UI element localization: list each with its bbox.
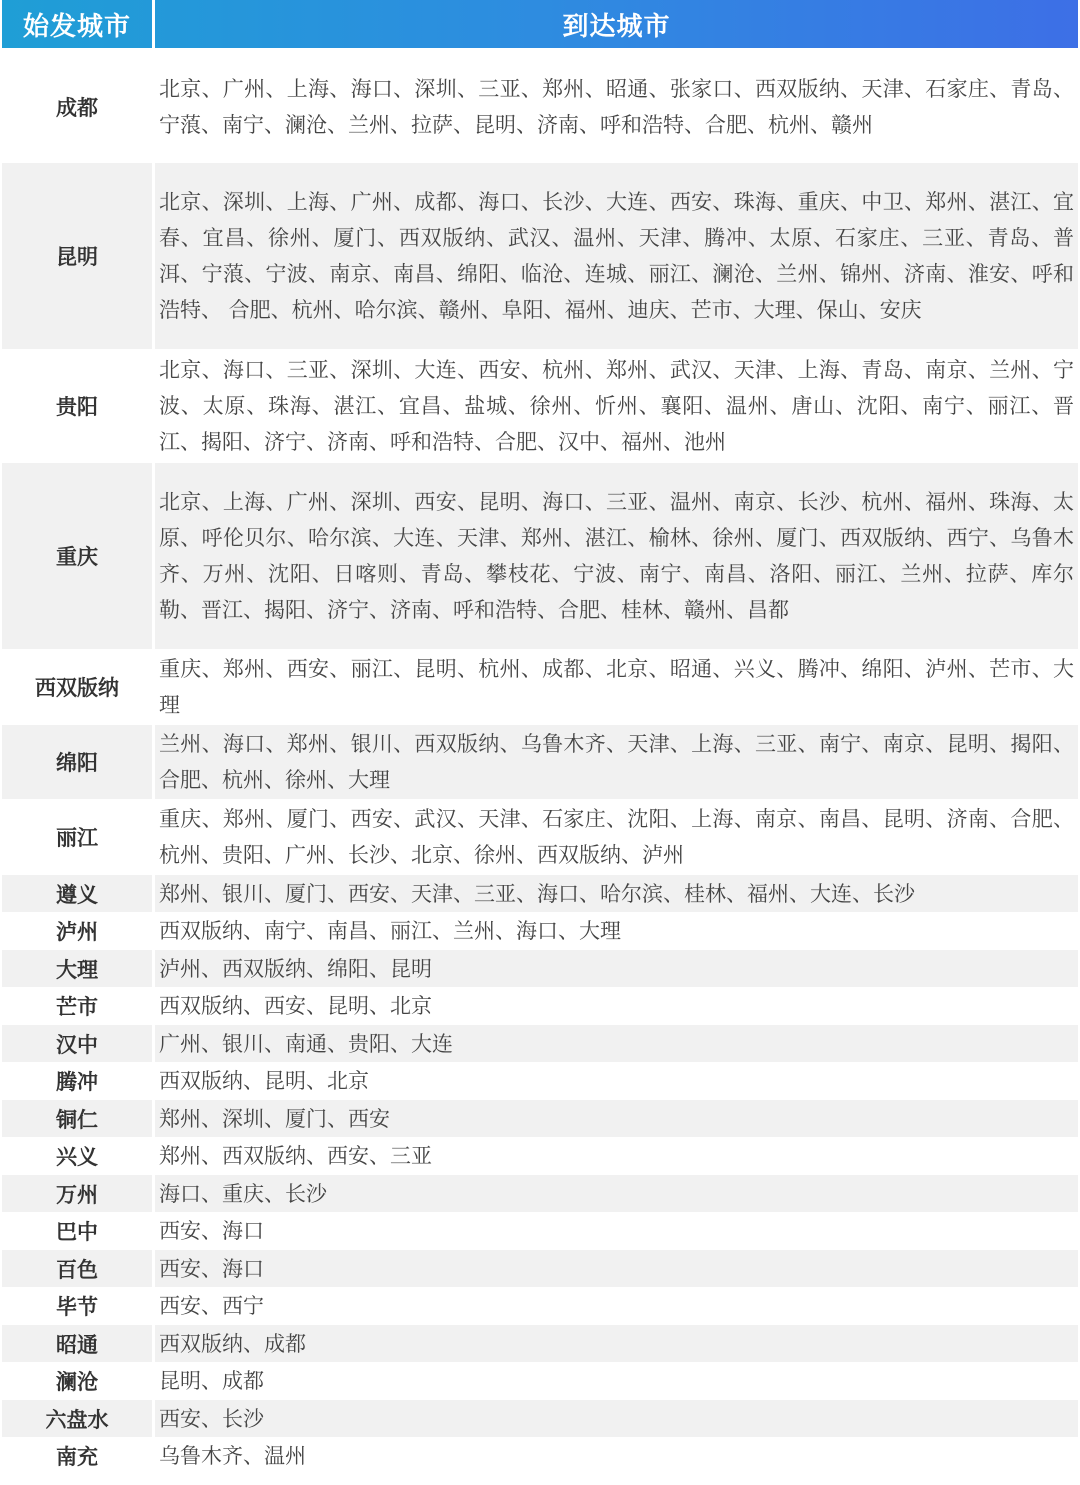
table-header <box>2 0 1078 51</box>
table-row <box>2 51 1078 163</box>
table-row <box>2 1362 1078 1400</box>
origin-city: 腾冲 <box>2 1062 155 1100</box>
table-row <box>2 950 1078 987</box>
destination-cities: 北京、上海、广州、深圳、西安、昆明、海口、三亚、温州、南京、长沙、杭州、福州、珠海、太原、呼伦贝尔、哈尔滨、大连、天津、郑州、湛江、榆林、徐州、厦门、西双版纳、西宁、乌鲁木齐、万州、沈阳、日喀则、青岛、攀枝花、宁波、南宁、南昌、洛阳、丽江、兰州、拉萨、库尔勒、晋江、揭阳、济宁、济南、呼和浩特、合肥、桂林、赣州、昌都 <box>159 490 1074 622</box>
table-row <box>2 1212 1078 1250</box>
origin-city: 百色 <box>2 1250 155 1287</box>
table-row <box>2 1100 1078 1137</box>
table-row <box>2 1437 1078 1475</box>
origin-city: 丽江 <box>2 799 155 875</box>
destination-cities: 重庆、郑州、西安、丽江、昆明、杭州、成都、北京、昭通、兴义、腾冲、绵阳、泸州、芒市、大理 <box>159 657 1074 717</box>
destination-cities: 北京、深圳、上海、广州、成都、海口、长沙、大连、西安、珠海、重庆、中卫、郑州、湛江、宜春、宜昌、徐州、厦门、西双版纳、武汉、温州、天津、腾冲、太原、石家庄、三亚、青岛、普洱、宁蒗、宁波、南京、南昌、绵阳、临沧、连城、丽江、澜沧、兰州、锦州、济南、淮安、呼和浩特、 合肥、杭州、哈尔滨、赣州、阜阳、福州、迪庆、芒市、大理、保山、安庆 <box>159 190 1074 322</box>
origin-column-header: 始发城市 <box>2 0 155 48</box>
origin-city: 巴中 <box>2 1212 155 1250</box>
table-row <box>2 987 1078 1025</box>
table-row <box>2 875 1078 912</box>
origin-city: 西双版纳 <box>2 649 155 725</box>
table-row <box>2 163 1078 349</box>
table-row <box>2 1400 1078 1437</box>
origin-city: 遵义 <box>2 875 155 912</box>
table-row <box>2 463 1078 649</box>
destination-cities: 兰州、海口、郑州、银川、西双版纳、乌鲁木齐、天津、上海、三亚、南宁、南京、昆明、揭阳、合肥、杭州、徐州、大理 <box>159 732 1074 792</box>
destination-cities: 西双版纳、昆明、北京 <box>159 1069 369 1093</box>
destination-cities: 乌鲁木齐、温州 <box>159 1444 306 1468</box>
origin-city: 南充 <box>2 1437 155 1475</box>
origin-city: 芒市 <box>2 987 155 1025</box>
origin-city: 铜仁 <box>2 1100 155 1137</box>
destination-cities: 海口、重庆、长沙 <box>159 1181 327 1206</box>
table-row <box>2 1062 1078 1100</box>
origin-city: 贵阳 <box>2 349 155 463</box>
table-row <box>2 1325 1078 1362</box>
destination-cities: 西安、西宁 <box>159 1294 264 1318</box>
origin-city: 成都 <box>2 51 155 163</box>
destination-cities: 西安、海口 <box>159 1256 264 1281</box>
destination-cities: 郑州、西双版纳、西安、三亚 <box>159 1144 432 1168</box>
origin-city: 昭通 <box>2 1325 155 1362</box>
destination-cities: 郑州、银川、厦门、西安、天津、三亚、海口、哈尔滨、桂林、福州、大连、长沙 <box>159 881 915 906</box>
origin-city: 澜沧 <box>2 1362 155 1400</box>
destination-cities: 西双版纳、西安、昆明、北京 <box>159 994 432 1018</box>
table-row <box>2 1175 1078 1212</box>
table-row <box>2 1287 1078 1325</box>
destination-cities: 重庆、郑州、厦门、西安、武汉、天津、石家庄、沈阳、上海、南京、南昌、昆明、济南、合肥、杭州、贵阳、广州、长沙、北京、徐州、西双版纳、泸州 <box>159 807 1074 867</box>
origin-city: 六盘水 <box>2 1400 155 1437</box>
origin-city: 绵阳 <box>2 725 155 799</box>
origin-city: 毕节 <box>2 1287 155 1325</box>
destination-cities: 西安、长沙 <box>159 1406 264 1431</box>
destination-column-header: 到达城市 <box>562 11 671 42</box>
origin-city: 泸州 <box>2 912 155 950</box>
origin-city: 重庆 <box>2 463 155 649</box>
destination-cities: 西双版纳、成都 <box>159 1331 306 1356</box>
origin-city: 兴义 <box>2 1137 155 1175</box>
destination-cities: 北京、海口、三亚、深圳、大连、西安、杭州、郑州、武汉、天津、上海、青岛、南京、兰州、宁波、太原、珠海、湛江、宜昌、盐城、徐州、忻州、襄阳、温州、唐山、沈阳、南宁、丽江、晋江、揭阳、济宁、济南、呼和浩特、合肥、汉中、福州、池州 <box>159 358 1074 454</box>
route-table <box>2 0 1078 1475</box>
table-row <box>2 1137 1078 1175</box>
origin-city: 大理 <box>2 950 155 987</box>
destination-cities: 西双版纳、南宁、南昌、丽江、兰州、海口、大理 <box>159 919 621 943</box>
table-row <box>2 1250 1078 1287</box>
table-row <box>2 349 1078 463</box>
table-row <box>2 1025 1078 1062</box>
origin-city: 汉中 <box>2 1025 155 1062</box>
destination-cities: 郑州、深圳、厦门、西安 <box>159 1106 390 1131</box>
destination-cities: 广州、银川、南通、贵阳、大连 <box>159 1031 453 1056</box>
table-row <box>2 799 1078 875</box>
destination-cities: 昆明、成都 <box>159 1369 264 1393</box>
table-row <box>2 725 1078 799</box>
table-row <box>2 649 1078 725</box>
destination-cities: 泸州、西双版纳、绵阳、昆明 <box>159 956 432 981</box>
destination-cities: 西安、海口 <box>159 1219 264 1243</box>
table-row <box>2 912 1078 950</box>
destination-cities: 北京、广州、上海、海口、深圳、三亚、郑州、昭通、张家口、西双版纳、天津、石家庄、青岛、宁蒗、南宁、澜沧、兰州、拉萨、昆明、济南、呼和浩特、合肥、杭州、赣州 <box>159 77 1074 137</box>
origin-city: 昆明 <box>2 163 155 349</box>
origin-city: 万州 <box>2 1175 155 1212</box>
